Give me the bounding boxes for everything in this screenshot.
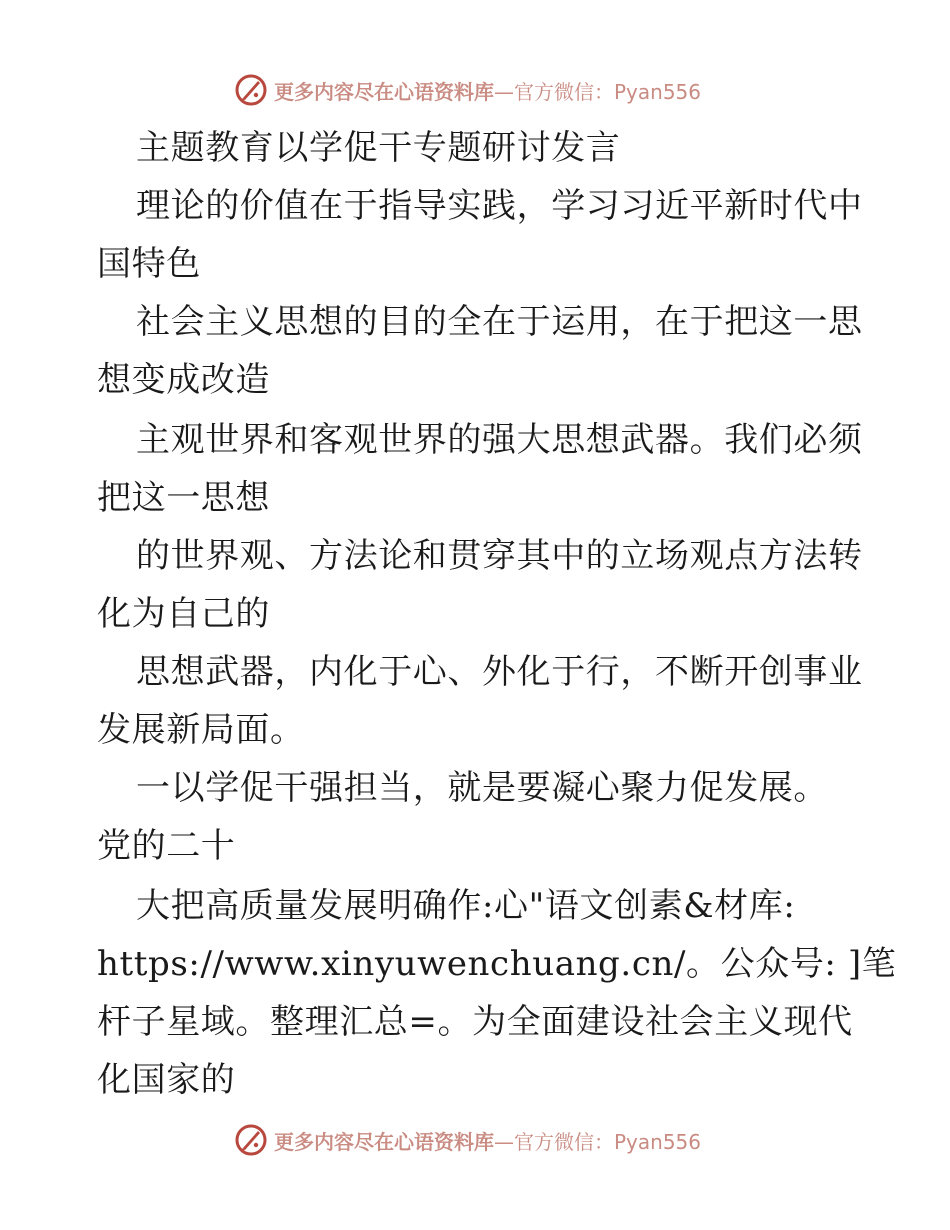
paragraph-line: 化国家的: [97, 1060, 236, 1100]
footer-banner: [234, 1122, 701, 1158]
banner-title: 更多内容尽在心语资料库: [274, 79, 494, 104]
quill-logo-icon: [234, 1123, 268, 1157]
banner-wechat: —官方微信：Pyan556: [494, 79, 702, 104]
paragraph-line: 国特色: [97, 244, 201, 284]
doc-title: 主题教育以学促干专题研讨发言: [136, 128, 621, 168]
paragraph-line: 社会主义思想的目的全在于运用，在于把这一思: [136, 302, 863, 342]
paragraph-line: 化为自己的: [97, 594, 270, 634]
paragraph-line: 的世界观、方法论和贯穿其中的立场观点方法转: [136, 536, 863, 576]
paragraph-line: 一以学促干强担当，就是要凝心聚力促发展。: [136, 768, 828, 808]
paragraph-line: 理论的价值在于指导实践，学习习近平新时代中: [136, 186, 863, 226]
header-banner: [234, 72, 701, 108]
paragraph-line: 想变成改造: [97, 360, 270, 400]
paragraph-line: 把这一思想: [97, 478, 270, 518]
paragraph-line: 大把高质量发展明确作:心"语文创素&材库:: [136, 886, 796, 926]
paragraph-line-url: https://www.xinyuwenchuang.cn/。公众号: ]笔: [97, 944, 897, 984]
paragraph-line: 党的二十: [97, 826, 236, 866]
paragraph-line: 思想武器，内化于心、外化于行，不断开创事业: [136, 652, 863, 692]
quill-logo-icon: [234, 73, 268, 107]
paragraph-line: 主观世界和客观世界的强大思想武器。我们必须: [136, 420, 863, 460]
banner-title: 更多内容尽在心语资料库: [274, 1129, 494, 1154]
paragraph-line: 发展新局面。: [97, 710, 305, 750]
paragraph-line: 杆子星域。整理汇总=。为全面建设社会主义现代: [97, 1002, 853, 1042]
banner-wechat: —官方微信：Pyan556: [494, 1129, 702, 1154]
